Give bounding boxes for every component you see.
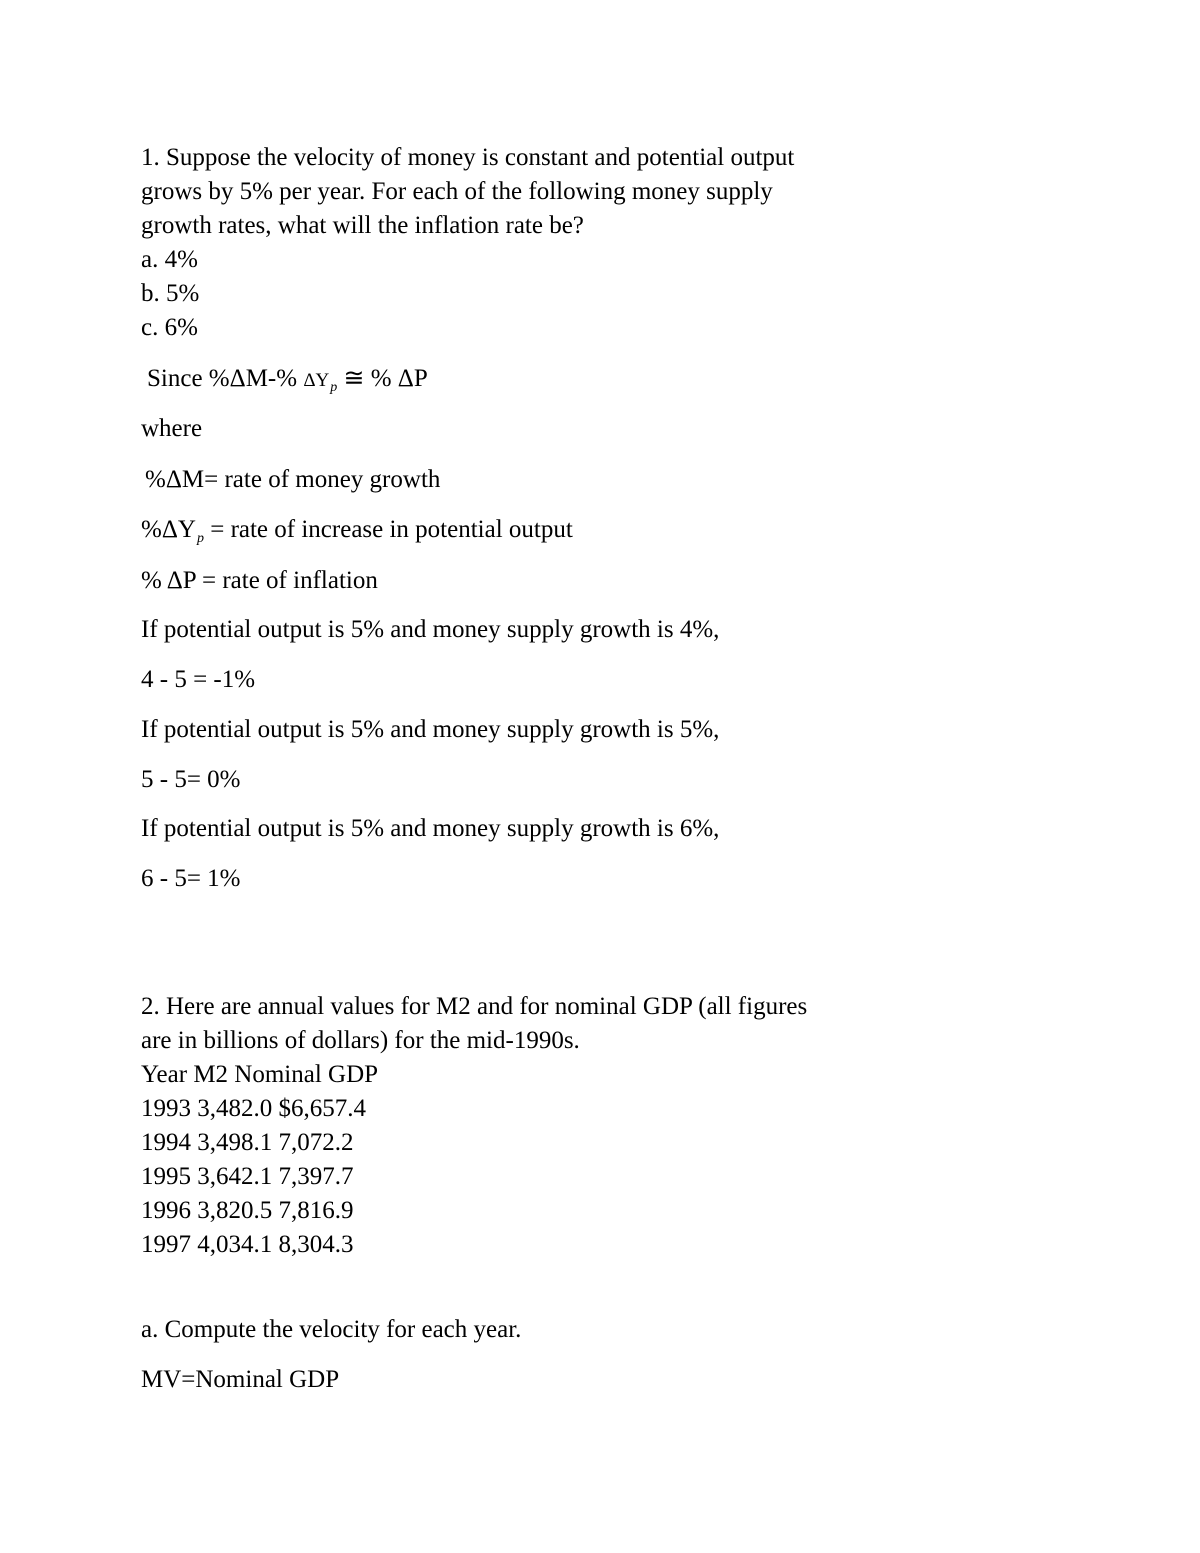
case-2-text: If potential output is 5% and money supply growth is 5%, xyxy=(141,716,720,743)
formula-part-1: Since %ΔM-% xyxy=(147,365,304,392)
q1-option-b: b. 5% xyxy=(141,280,200,307)
table-row: 1997 4,034.1 8,304.3 xyxy=(141,1231,354,1258)
formula-delta-y: ΔY xyxy=(303,370,330,391)
formula-part-2: ≅ % ΔP xyxy=(337,365,428,392)
q2-text-line-2: are in billions of dollars) for the mid-1990s. xyxy=(141,1027,580,1054)
table-row: 1994 3,498.1 7,072.2 xyxy=(141,1129,354,1156)
table-row: 1993 3,482.0 $6,657.4 xyxy=(141,1095,366,1122)
case-3-calc: 6 - 5= 1% xyxy=(141,865,241,892)
definition-inflation: % ΔP = rate of inflation xyxy=(141,567,378,594)
q1-text-line-2: grows by 5% per year. For each of the following money supply xyxy=(141,178,773,205)
def-y-subscript: p xyxy=(196,531,204,546)
where-label: where xyxy=(141,415,203,442)
q1-text-line-3: growth rates, what will the inflation rate be? xyxy=(141,212,584,239)
case-1-calc: 4 - 5 = -1% xyxy=(141,666,256,693)
q1-option-a: a. 4% xyxy=(141,246,198,273)
def-y-part-1: %ΔY xyxy=(141,516,196,543)
definition-potential-output xyxy=(141,515,573,549)
case-1-text: If potential output is 5% and money supply growth is 4%, xyxy=(141,616,720,643)
table-row: 1995 3,642.1 7,397.7 xyxy=(141,1163,354,1190)
mv-equation: MV=Nominal GDP xyxy=(141,1366,340,1393)
table-row: 1996 3,820.5 7,816.9 xyxy=(141,1197,354,1224)
formula xyxy=(147,364,428,398)
table-header: Year M2 Nominal GDP xyxy=(141,1061,379,1088)
q1-text-line-1: 1. Suppose the velocity of money is constant and potential output xyxy=(141,144,795,171)
case-3-text: If potential output is 5% and money supply growth is 6%, xyxy=(141,815,720,842)
q1-option-c: c. 6% xyxy=(141,314,198,341)
def-y-part-2: = rate of increase in potential output xyxy=(203,516,573,543)
definition-money-growth: %ΔM= rate of money growth xyxy=(145,466,441,493)
case-2-calc: 5 - 5= 0% xyxy=(141,766,241,793)
q2-part-a: a. Compute the velocity for each year. xyxy=(141,1316,522,1343)
q2-text-line-1: 2. Here are annual values for M2 and for nominal GDP (all figures xyxy=(141,993,808,1020)
formula-subscript: p xyxy=(330,380,338,395)
